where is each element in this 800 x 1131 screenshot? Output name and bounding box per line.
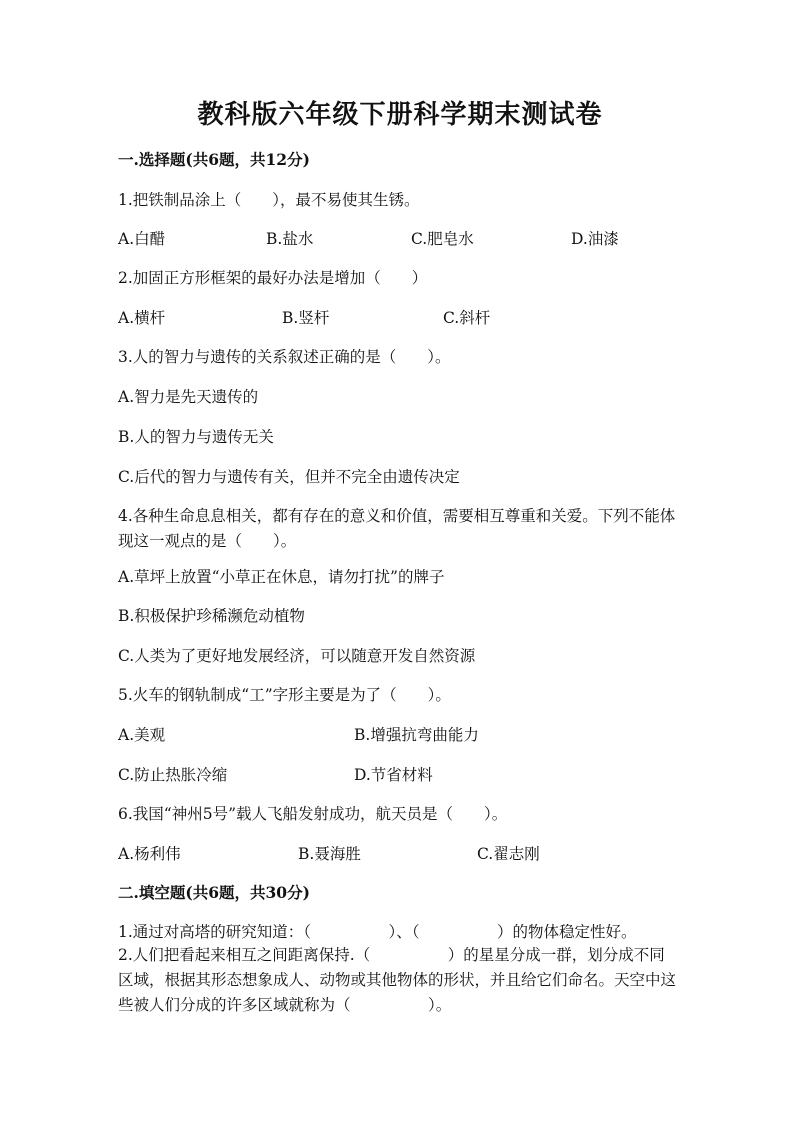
question-5-stem: 5.火车的钢轨制成“工”字形主要是为了（ ）。 xyxy=(118,686,451,704)
page-title: 教科版六年级下册科学期末测试卷 xyxy=(197,100,603,130)
question-3-option-b: B.人的智力与遗传无关 xyxy=(118,428,274,446)
question-1-stem: 1.把铁制品涂上（ ），最不易使其生锈。 xyxy=(118,191,420,209)
section-heading-choice: 一.选择题(共6题，共12分) xyxy=(118,150,310,169)
question-6-stem: 6.我国“神州5号”载人飞船发射成功，航天员是（ ）。 xyxy=(118,805,508,823)
question-2-option-c: C.斜杆 xyxy=(443,309,491,327)
question-5-option-b: B.增强抗弯曲能力 xyxy=(354,726,479,744)
question-5-option-c: C.防止热胀冷缩 xyxy=(118,766,228,784)
fill-question-1: 1.通过对高塔的研究知道：（ ）、（ ）的物体稳定性好。 xyxy=(118,923,637,941)
section-heading-fill: 二.填空题(共6题，共30分) xyxy=(118,883,310,902)
question-5-option-a: A.美观 xyxy=(118,726,166,744)
question-4-option-a: A.草坪上放置“小草正在休息，请勿打扰”的牌子 xyxy=(118,568,445,586)
question-1-option-d: D.油漆 xyxy=(571,230,619,248)
question-6-option-b: B.聂海胜 xyxy=(298,845,361,863)
question-6-option-c: C.翟志刚 xyxy=(477,845,540,863)
question-2-stem: 2.加固正方形框架的最好办法是增加（ ） xyxy=(118,269,428,287)
question-5-option-d: D.节省材料 xyxy=(354,766,433,784)
question-4-option-c: C.人类为了更好地发展经济，可以随意开发自然资源 xyxy=(118,647,476,665)
question-3-option-a: A.智力是先天遗传的 xyxy=(118,388,259,406)
question-3-stem: 3.人的智力与遗传的关系叙述正确的是（ ）。 xyxy=(118,348,451,366)
question-2-option-a: A.横杆 xyxy=(118,309,166,327)
question-4-stem: 4.各种生命息息相关，都有存在的意义和价值，需要相互尊重和关爱。下列不能体现这一观点的是（ ）。 xyxy=(118,507,676,550)
fill-question-2: 2.人们把看起来相互之间距离保持.（ ）的星星分成一群，划分成不同区域，根据其形态想象成人、动物或其他物体的形状，并且给它们命名。天空中这些被人们分成的许多区域就称为（ ）。 xyxy=(118,946,677,1014)
question-1-option-c: C.肥皂水 xyxy=(411,230,474,248)
question-1-option-a: A.白醋 xyxy=(118,230,166,248)
question-3-option-c: C.后代的智力与遗传有关，但并不完全由遗传决定 xyxy=(118,468,460,486)
question-2-option-b: B.竖杆 xyxy=(282,309,330,327)
question-6-option-a: A.杨利伟 xyxy=(118,845,181,863)
question-4-option-b: B.积极保护珍稀濒危动植物 xyxy=(118,607,305,625)
question-1-option-b: B.盐水 xyxy=(266,230,314,248)
